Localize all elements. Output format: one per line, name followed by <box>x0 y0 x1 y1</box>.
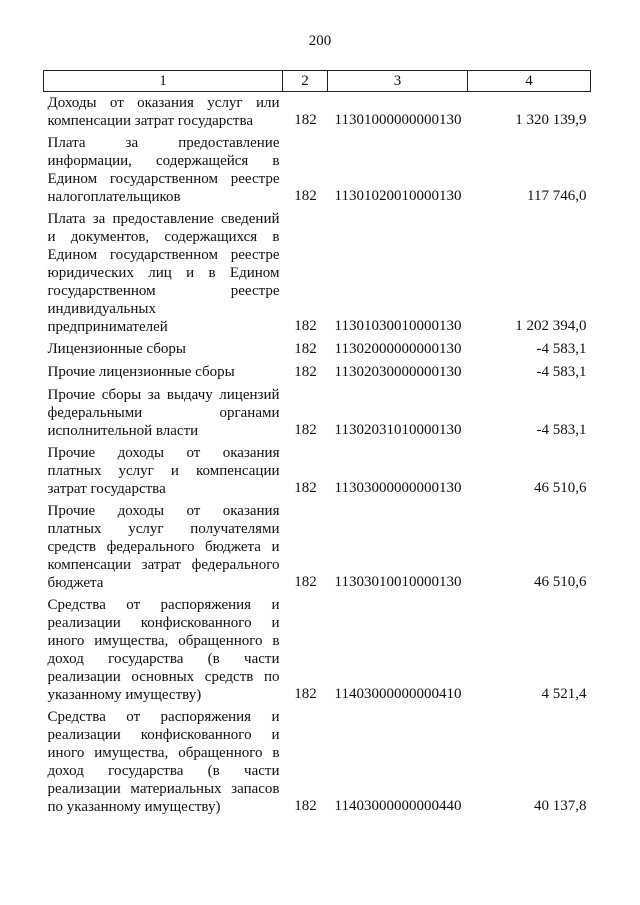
row-code-cell: 182 <box>294 574 317 590</box>
row-code-cell: 182 <box>294 112 317 128</box>
row-kbk-cell: 11301030010000130 <box>334 318 462 334</box>
row-name-cell: Средства от распоряжения и реализации конфискованного и иного имущества, обращенного в доход государства (в части реализации материальных запасов по указанному имуществу) <box>47 709 280 815</box>
row-amount-cell: 46 510,6 <box>534 574 587 590</box>
row-name-cell: Плата за предоставление сведений и документов, содержащихся в Едином государственном реестре юридических лиц и в Едином государственном реестре индивидуальных предпринимателей <box>47 211 280 335</box>
row-name-cell: Доходы от оказания услуг или компенсации затрат государства <box>47 95 280 129</box>
table-row <box>44 500 591 594</box>
row-kbk-cell: 11301000000000130 <box>334 112 462 128</box>
row-kbk-cell: 11302031010000130 <box>334 422 462 438</box>
row-name-cell: Плата за предоставление информации, содержащейся в Едином государственном реестре налогоплательщиков <box>47 135 280 205</box>
row-kbk-cell: 11403000000000410 <box>334 686 462 702</box>
row-code-cell: 182 <box>294 422 317 438</box>
row-code-cell: 182 <box>294 364 317 380</box>
row-amount-cell: 1 320 139,9 <box>515 112 587 128</box>
row-kbk-cell: 11303000000000130 <box>334 480 462 496</box>
row-code-cell: 182 <box>294 341 317 357</box>
table-body <box>44 92 591 819</box>
row-amount-cell: 1 202 394,0 <box>515 318 587 334</box>
row-name-cell: Прочие доходы от оказания платных услуг и компенсации затрат государства <box>47 445 280 497</box>
row-amount-cell: -4 583,1 <box>536 422 587 438</box>
header-col-3: 3 <box>328 71 468 92</box>
header-col-1: 1 <box>44 71 283 92</box>
table-row <box>44 442 591 500</box>
row-kbk-cell: 11403000000000440 <box>334 798 462 814</box>
table-row <box>44 92 591 133</box>
row-name-cell: Средства от распоряжения и реализации конфискованного и иного имущества, обращенного в доход государства (в части реализации основных средств по указанному имуществу) <box>47 597 280 703</box>
row-code-cell: 182 <box>294 480 317 496</box>
row-amount-cell: -4 583,1 <box>536 364 587 380</box>
header-col-2: 2 <box>283 71 328 92</box>
row-code-cell: 182 <box>294 188 317 204</box>
page-number: 200 <box>308 33 332 49</box>
row-code-cell: 182 <box>294 798 317 814</box>
row-name-cell: Прочие сборы за выдачу лицензий федеральными органами исполнительной власти <box>47 387 280 439</box>
header-row <box>44 71 591 92</box>
row-kbk-cell: 11302000000000130 <box>334 341 462 357</box>
table-header <box>44 71 591 92</box>
row-kbk-cell: 11301020010000130 <box>334 188 462 204</box>
table-row <box>44 706 591 818</box>
row-name-cell: Прочие доходы от оказания платных услуг получателями средств федерального бюджета и компенсации затрат федерального бюджета <box>47 503 280 591</box>
table-row <box>44 132 591 208</box>
row-code-cell: 182 <box>294 318 317 334</box>
row-kbk-cell: 11303010010000130 <box>334 574 462 590</box>
header-col-4: 4 <box>468 71 591 92</box>
table-row <box>44 361 591 384</box>
row-name-cell: Прочие лицензионные сборы <box>47 364 235 380</box>
row-kbk-cell: 11302030000000130 <box>334 364 462 380</box>
row-amount-cell: 117 746,0 <box>527 188 587 204</box>
row-name-cell: Лицензионные сборы <box>47 341 186 357</box>
row-amount-cell: -4 583,1 <box>536 341 587 357</box>
revenue-table <box>43 70 591 818</box>
row-amount-cell: 4 521,4 <box>541 686 587 702</box>
row-amount-cell: 46 510,6 <box>534 480 587 496</box>
table-row <box>44 208 591 338</box>
row-amount-cell: 40 137,8 <box>534 798 587 814</box>
row-code-cell: 182 <box>294 686 317 702</box>
table-row <box>44 384 591 442</box>
table-row <box>44 338 591 361</box>
table-row <box>44 594 591 706</box>
